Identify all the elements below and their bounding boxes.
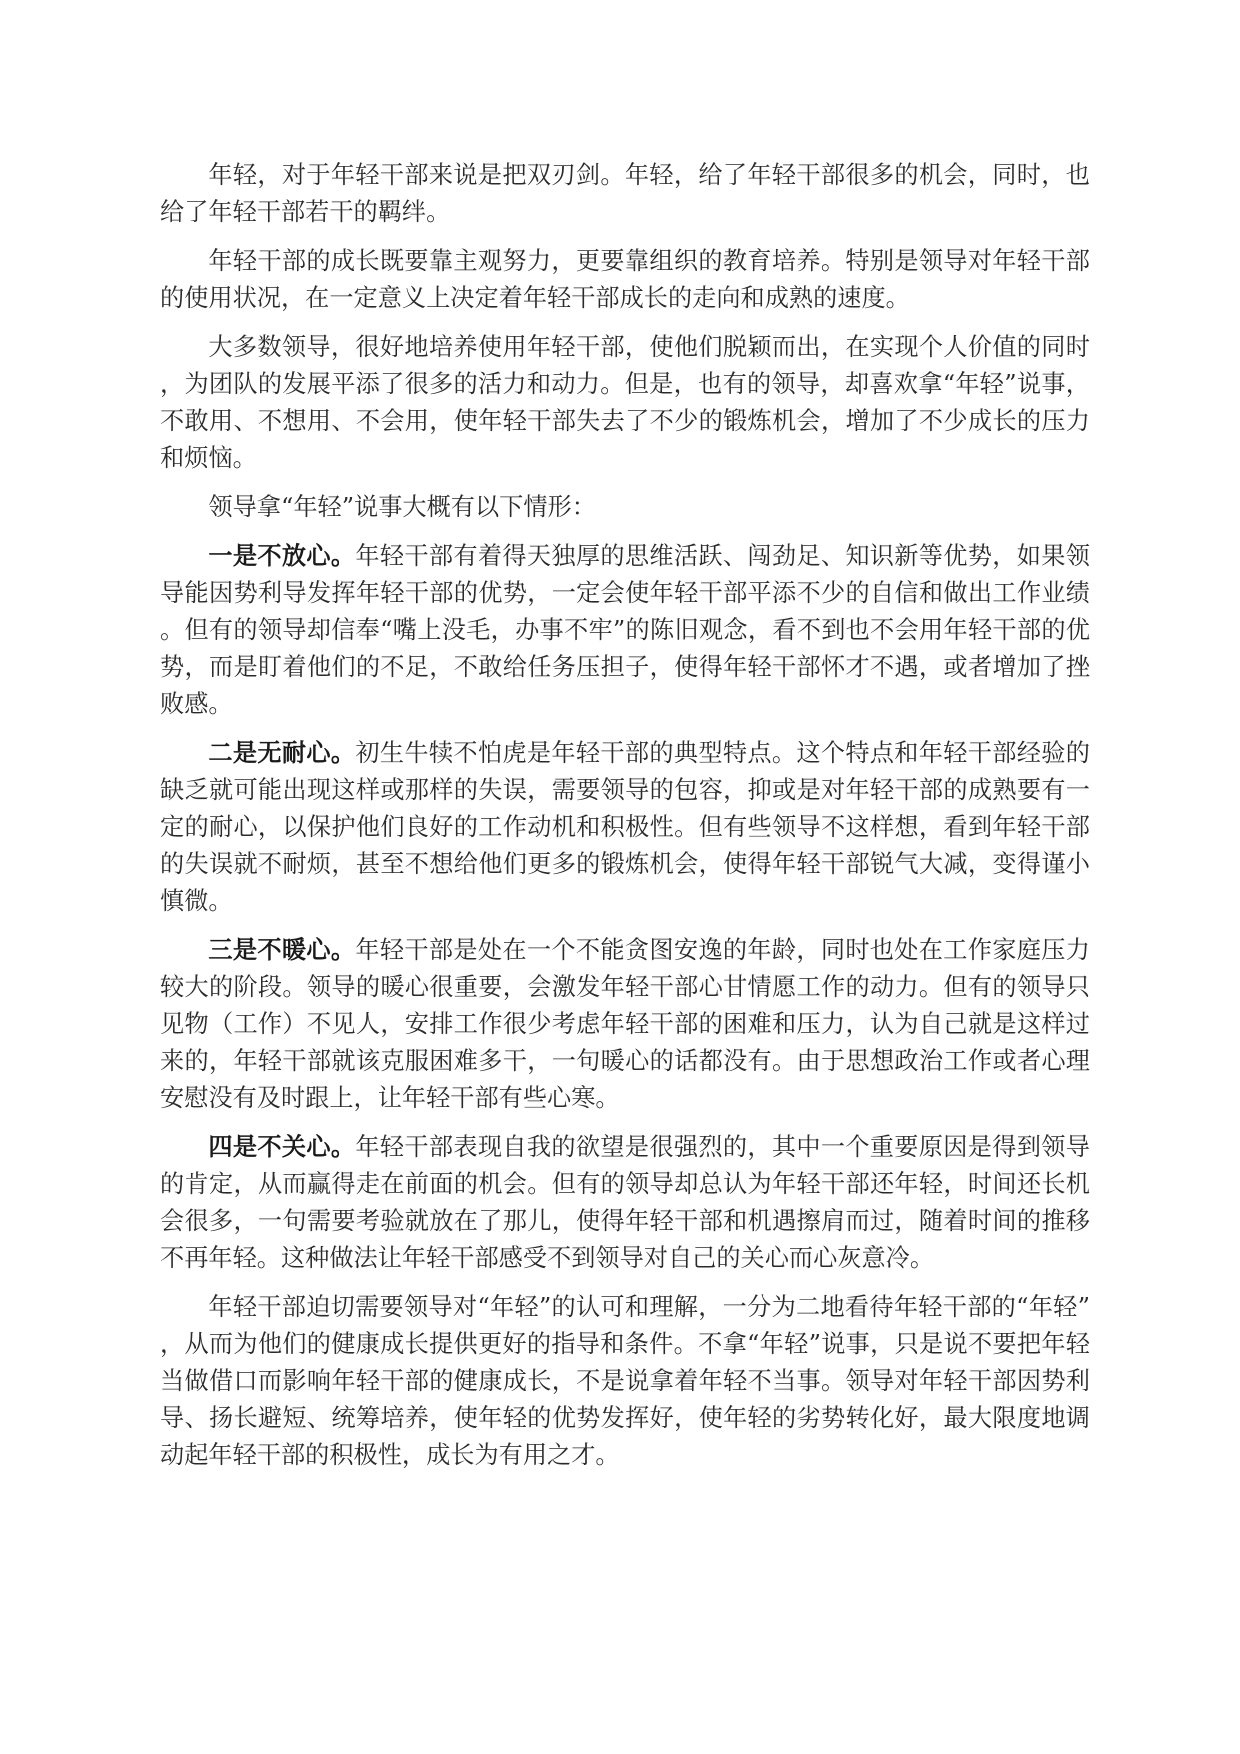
- paragraph-1: [160, 156, 1090, 231]
- paragraph-4: [160, 488, 1090, 526]
- paragraph-lead: 一是不放心。: [208, 541, 356, 570]
- document-body: [160, 156, 1090, 1485]
- paragraph-text: 年轻，对于年轻干部来说是把双刃剑。年轻，给了年轻干部很多的机会，同时，也给了年轻干部若干的羁绊。: [160, 161, 1090, 226]
- paragraph-text: 大多数领导，很好地培养使用年轻干部，使他们脱颖而出，在实现个人价值的同时，为团队的发展平添了很多的活力和动力。但是，也有的领导，却喜欢拿“年轻”说事，不敢用、不想用、不会用，使年轻干部失去了不少的锻炼机会，增加了不少成长的压力和烦恼。: [160, 333, 1090, 472]
- paragraph-2: [160, 242, 1090, 317]
- paragraph-text: 年轻干部有着得天独厚的思维活跃、闯劲足、知识新等优势，如果领导能因势利导发挥年轻干部的优势，一定会使年轻干部平添不少的自信和做出工作业绩。但有的领导却信奉“嘴上没毛，办事不牢”的陈旧观念，看不到也不会用年轻干部的优势，而是盯着他们的不足，不敢给任务压担子，使得年轻干部怀才不遇，或者增加了挫败感。: [160, 542, 1090, 718]
- paragraph-text: 年轻干部表现自我的欲望是很强烈的，其中一个重要原因是得到领导的肯定，从而赢得走在前面的机会。但有的领导却总认为年轻干部还年轻，时间还长机会很多，一句需要考验就放在了那儿，使得年轻干部和机遇擦肩而过，随着时间的推移不再年轻。这种做法让年轻干部感受不到领导对自己的关心而心灰意冷。: [160, 1133, 1090, 1272]
- paragraph-lead: 四是不关心。: [208, 1132, 356, 1161]
- paragraph-text: 领导拿“年轻”说事大概有以下情形：: [208, 493, 596, 521]
- paragraph-lead: 三是不暖心。: [208, 935, 356, 964]
- paragraph-3: [160, 328, 1090, 477]
- paragraph-8: [160, 1128, 1090, 1277]
- paragraph-5: [160, 537, 1090, 723]
- paragraph-7: [160, 931, 1090, 1117]
- paragraph-6: [160, 734, 1090, 920]
- paragraph-text: 年轻干部的成长既要靠主观努力，更要靠组织的教育培养。特别是领导对年轻干部的使用状况，在一定意义上决定着年轻干部成长的走向和成熟的速度。: [160, 247, 1090, 312]
- paragraph-text: 初生牛犊不怕虎是年轻干部的典型特点。这个特点和年轻干部经验的缺乏就可能出现这样或那样的失误，需要领导的包容，抑或是对年轻干部的成熟要有一定的耐心，以保护他们良好的工作动机和积极性。但有些领导不这样想，看到年轻干部的失误就不耐烦，甚至不想给他们更多的锻炼机会，使得年轻干部锐气大减，变得谨小慎微。: [160, 739, 1090, 915]
- paragraph-text: 年轻干部迫切需要领导对“年轻”的认可和理解，一分为二地看待年轻干部的“年轻”，从而为他们的健康成长提供更好的指导和条件。不拿“年轻”说事，只是说不要把年轻当做借口而影响年轻干部的健康成长，不是说拿着年轻不当事。领导对年轻干部因势利导、扬长避短、统筹培养，使年轻的优势发挥好，使年轻的劣势转化好，最大限度地调动起年轻干部的积极性，成长为有用之才。: [160, 1293, 1090, 1469]
- paragraph-lead: 二是无耐心。: [208, 738, 356, 767]
- paragraph-text: 年轻干部是处在一个不能贪图安逸的年龄，同时也处在工作家庭压力较大的阶段。领导的暖心很重要，会激发年轻干部心甘情愿工作的动力。但有的领导只见物（工作）不见人，安排工作很少考虑年轻干部的困难和压力，认为自己就是这样过来的，年轻干部就该克服困难多干，一句暖心的话都没有。由于思想政治工作或者心理安慰没有及时跟上，让年轻干部有些心寒。: [160, 936, 1090, 1112]
- paragraph-9: [160, 1288, 1090, 1474]
